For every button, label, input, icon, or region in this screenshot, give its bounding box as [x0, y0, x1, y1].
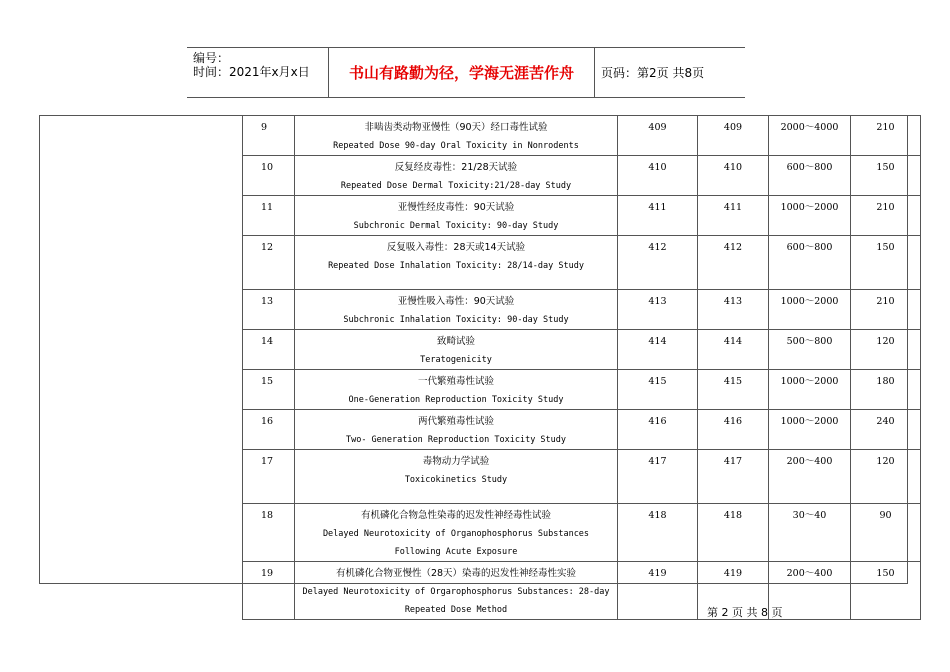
duration-days: 150 — [851, 562, 921, 620]
guideline-code-a: 413 — [618, 290, 698, 330]
test-name-cell — [295, 196, 618, 236]
guideline-code-b: 409 — [698, 116, 769, 156]
table-row — [243, 330, 921, 370]
test-name-english: Repeated Dose Inhalation Toxicity: 28/14-day Study — [328, 261, 584, 271]
test-name-english: Toxicokinetics Study — [404, 475, 508, 485]
test-name-cell — [295, 156, 618, 196]
guideline-code-b: 412 — [698, 236, 769, 290]
page-footer: 第 2 页 共 8 页 — [707, 606, 783, 619]
guideline-code-b: 417 — [698, 450, 769, 504]
test-name-chinese: 有机磷化合物急性染毒的迟发性神经毒性试验 — [360, 510, 551, 521]
test-name-chinese: 有机磷化合物亚慢性（28天）染毒的迟发性神经毒性实验 — [335, 568, 577, 579]
row-number: 18 — [243, 504, 295, 562]
duration-days: 210 — [851, 196, 921, 236]
fee-range: 600～800 — [769, 236, 851, 290]
duration-days: 180 — [851, 370, 921, 410]
guideline-code-b: 419 — [698, 562, 769, 620]
test-name-english: Subchronic Inhalation Toxicity: 90-day Study — [343, 315, 569, 325]
test-name-chinese: 反复吸入毒性：28天或14天试验 — [386, 242, 526, 253]
guideline-code-a: 417 — [618, 450, 698, 504]
guideline-code-b: 411 — [698, 196, 769, 236]
test-name-chinese: 两代繁殖毒性试验 — [417, 416, 494, 427]
test-name-cell — [295, 410, 618, 450]
test-name-english: Following Acute Exposure — [394, 547, 518, 557]
guideline-code-a: 412 — [618, 236, 698, 290]
document-number-label: 编号： — [193, 51, 230, 65]
duration-days: 240 — [851, 410, 921, 450]
test-name-chinese: 亚慢性经皮毒性：90天试验 — [397, 202, 515, 213]
row-number: 13 — [243, 290, 295, 330]
fee-range: 200～400 — [769, 450, 851, 504]
test-name-english: Subchronic Dermal Toxicity: 90-day Study — [353, 221, 559, 231]
document-time-label: 时间：2021年x月x日 — [193, 65, 310, 79]
header-meta — [187, 48, 329, 97]
table-row — [243, 156, 921, 196]
guideline-code-b: 416 — [698, 410, 769, 450]
test-name-english: One-Generation Reproduction Toxicity Study — [348, 395, 564, 405]
fee-range: 600～800 — [769, 156, 851, 196]
test-name-english: Repeated Dose Method — [404, 605, 508, 615]
duration-days: 120 — [851, 330, 921, 370]
table-row — [243, 196, 921, 236]
row-number: 15 — [243, 370, 295, 410]
guideline-code-b: 414 — [698, 330, 769, 370]
guideline-code-a: 410 — [618, 156, 698, 196]
fee-range: 30～40 — [769, 504, 851, 562]
guideline-code-b: 410 — [698, 156, 769, 196]
row-number: 14 — [243, 330, 295, 370]
guideline-code-b: 418 — [698, 504, 769, 562]
row-number: 17 — [243, 450, 295, 504]
test-name-english: Two- Generation Reproduction Toxicity Study — [345, 435, 567, 445]
table-row — [243, 370, 921, 410]
test-name-cell — [295, 370, 618, 410]
test-name-english: Delayed Neurotoxicity of Organophosphorus Substances — [322, 529, 590, 539]
guideline-code-a: 415 — [618, 370, 698, 410]
row-number: 11 — [243, 196, 295, 236]
guideline-code-a: 409 — [618, 116, 698, 156]
guideline-code-b: 413 — [698, 290, 769, 330]
table-row — [243, 290, 921, 330]
guideline-code-b: 415 — [698, 370, 769, 410]
test-name-cell — [295, 116, 618, 156]
test-name-cell — [295, 450, 618, 504]
duration-days: 210 — [851, 116, 921, 156]
test-name-english: Repeated Dose 90-day Oral Toxicity in Nonrodents — [333, 141, 579, 151]
test-name-chinese: 亚慢性吸入毒性：90天试验 — [397, 296, 515, 307]
page-header — [187, 47, 745, 98]
test-name-chinese: 非啮齿类动物亚慢性（90天）经口毒性试验 — [364, 122, 548, 133]
row-number: 19 — [243, 562, 295, 620]
duration-days: 90 — [851, 504, 921, 562]
table-row — [243, 450, 921, 504]
guideline-code-a: 411 — [618, 196, 698, 236]
test-name-chinese: 反复经皮毒性：21/28天试验 — [394, 162, 518, 173]
test-name-cell — [295, 236, 618, 290]
guideline-code-a: 418 — [618, 504, 698, 562]
row-number: 10 — [243, 156, 295, 196]
fee-range: 1000～2000 — [769, 370, 851, 410]
guideline-code-a: 414 — [618, 330, 698, 370]
test-name-cell — [295, 330, 618, 370]
fee-range: 2000～4000 — [769, 116, 851, 156]
test-name-cell — [295, 562, 618, 620]
table-row — [243, 562, 921, 620]
test-name-english: Delayed Neurotoxicity of Orgarophosphorus Substances: 28-day — [302, 587, 610, 597]
header-page-label: 页码：第2页 共8页 — [601, 66, 705, 80]
table-row — [243, 504, 921, 562]
test-name-cell — [295, 504, 618, 562]
row-number: 12 — [243, 236, 295, 290]
toxicity-test-table — [242, 115, 921, 620]
fee-range: 1000～2000 — [769, 410, 851, 450]
duration-days: 120 — [851, 450, 921, 504]
test-name-english: Repeated Dose Dermal Toxicity:21/28-day Study — [340, 181, 572, 191]
header-motto: 书山有路勤为径，学海无涯苦作舟 — [329, 48, 595, 97]
duration-days: 150 — [851, 236, 921, 290]
duration-days: 210 — [851, 290, 921, 330]
duration-days: 150 — [851, 156, 921, 196]
table-row — [243, 410, 921, 450]
row-number: 16 — [243, 410, 295, 450]
fee-range: 1000～2000 — [769, 196, 851, 236]
guideline-code-a: 416 — [618, 410, 698, 450]
row-number: 9 — [243, 116, 295, 156]
guideline-code-a: 419 — [618, 562, 698, 620]
test-name-cell — [295, 290, 618, 330]
fee-range: 1000～2000 — [769, 290, 851, 330]
test-name-english: Teratogenicity — [420, 355, 492, 365]
fee-range: 500～800 — [769, 330, 851, 370]
test-name-chinese: 毒物动力学试验 — [422, 456, 490, 467]
fee-range: 200～400 — [769, 562, 851, 620]
test-name-chinese: 致畸试验 — [436, 336, 475, 347]
table-row — [243, 116, 921, 156]
table-row — [243, 236, 921, 290]
test-name-chinese: 一代繁殖毒性试验 — [417, 376, 494, 387]
